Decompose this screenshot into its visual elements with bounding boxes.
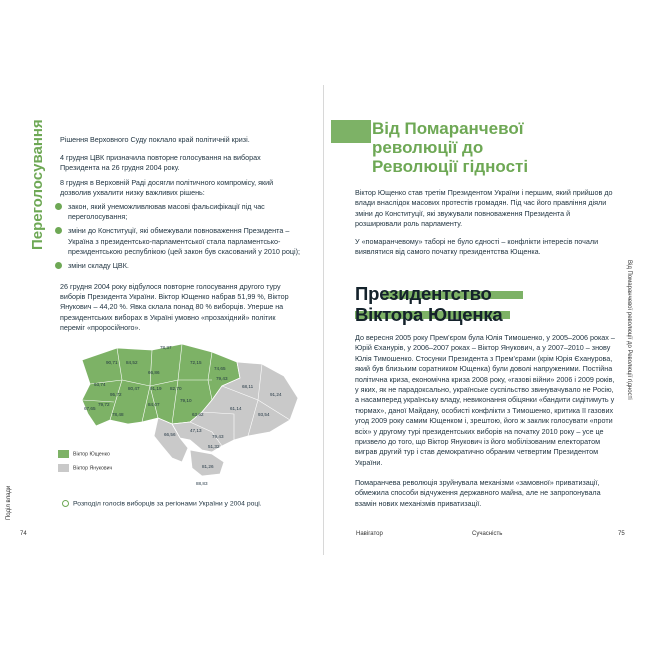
grey-swatch-icon [58,464,69,472]
map-label: 81,26 [202,464,214,469]
map-label: 84,07 [148,402,160,407]
bullet-dot-icon [55,227,62,234]
legend-item-yanukovych: Віктор Янукович [58,464,138,472]
legend-item-yushchenko: Віктор Ющенко [58,450,138,458]
map-label: 82,70 [170,386,182,391]
left-paragraph-4: 26 грудня 2004 року відбулося повторне голосування другого туру виборів Президента України. Віктор Ющенко набрав 51,99 %, Віктор Янукович – 44,20 %. Явка склала понад 80 % виборців. Уперше на президентських виборах в Україні умовно «прозахідний» політик переміг «проросійного». [60,282,289,332]
map-label: 66,56 [164,432,176,437]
map-label: 51,32 [208,444,220,449]
map-legend [58,450,138,472]
right-body-2: Помаранчева революція зруйнувала механізми «замовної» приватизації, обмежила способи відчуження державного майна, але не запропонувала взамін нових механізмів приватизації. [355,478,601,508]
section-heading: Президентство Віктора Ющенка [355,283,503,325]
map-label: 79,10 [180,398,192,403]
map-label: 79,43 [212,434,224,439]
right-intro-1: Віктор Ющенко став третім Президентом України і першим, який прийшов до влади внаслідок масових протестів громадян. Під час його правління діяли зміни до Конституції, які звужували повноваження Президента й розширювали роль парламенту. [355,188,613,229]
map-label: 88,83 [196,481,208,486]
left-page-number: 74 [20,531,27,537]
map-region-grey [190,450,224,476]
page-title: Від Помаранчевої революції до Революції гідності [372,119,529,176]
green-swatch-icon [58,450,69,458]
map-label: 93,54 [258,412,270,417]
caption-marker-icon [62,500,69,507]
map-label: 84,52 [126,360,138,365]
map-label: 80,47 [128,386,140,391]
title-accent-bar [331,120,371,143]
map-label: 91,19 [150,386,162,391]
vertical-heading: Переголосування [29,119,46,250]
map-label: 63,62 [192,412,204,417]
footer-left-label: Навігатор [356,531,383,537]
map-label: 68,11 [242,384,254,389]
section-heading-block [355,283,530,325]
right-side-label: Від Помаранчевої революції до Революції гідності [626,260,632,400]
bullet-list [54,202,300,275]
map-label: 78,37 [160,345,172,350]
bullet-dot-icon [55,262,62,269]
map-label: 72,15 [190,360,202,365]
map-label: 79,72 [98,402,110,407]
left-paragraph-3: 8 грудня в Верховній Раді досягли політичного компромісу, який дозволив ухвалити низку важливих рішень: [60,178,274,198]
map-label: 66,86 [148,370,160,375]
right-page-number: 75 [618,531,625,537]
map-label: 67,65 [84,406,96,411]
map-label: 90,71 [106,360,118,365]
list-item: зміни складу ЦВК. [54,261,300,271]
map-label: 79,43 [216,376,228,381]
left-paragraph-1: Рішення Верховного Суду поклало край політичній кризі. [60,135,250,144]
map-label: 74,65 [214,366,226,371]
list-item: закон, який унеможливлював масові фальсифікації під час переголосування; [54,202,300,222]
map-label: 91,24 [270,392,282,397]
map-label: 95,72 [110,392,122,397]
map-label: 47,13 [190,428,202,433]
list-item: зміни до Конституції, які обмежували повноваження Президента – Україна з президентсько-парламентської стала парламентсько-президентською республікою (цей закон був скасований у 2010 році); [54,226,300,257]
bullet-dot-icon [55,203,62,210]
map-label: 78,48 [112,412,124,417]
right-body-1: До вересня 2005 року Прем’єром була Юлія Тимошенко, у 2005–2006 роках – Юрій Єханурів, у 2006–2007 роках – Віктор Янукович, а у 2007–2010 – знову Юлія Тимошенко. Стосунки Президента з Прем’єрами (крім Юрія Єханурова, який був близьким соратником Ющенка) були доволі напруженими. Постійна політична криза, економічна криза 2008 року, «газові війни» 2006 і 2009 років, у яких, як не парадоксально, українське суспільство звинувачувало не Росію, а насамперед українську владу, невиконання обіцянки «бандити сидітимуть у тюрмах», даної Майдану, особисті конфлікти з Тимошенко, критика її газових угод 2009 року самим Ющенком і, зрештою, його ж заклик голосувати «проти всіх» у другому турі президентських виборів на початку 2010 року – усе це призвело до того, що Віктор Янукович із його мобілізованим електоратом виграв другий тур і став демократично обраним четвертим Президентом України. [355,333,615,467]
left-side-label: Поділ влади [6,485,12,520]
map-label: 93,74 [94,382,106,387]
left-paragraph-2: 4 грудня ЦВК призначила повторне голосування на виборах Президента на 26 грудня 2004 року. [60,153,261,173]
map-label: 61,14 [230,406,242,411]
footer-mid-label: Сучасність [472,531,503,537]
map-caption: Розподіл голосів виборців за регіонами України у 2004 році. [62,500,302,507]
right-intro-2: У «помаранчевому» таборі не було єдності – конфлікти інтересів почали виявлятися від самого початку президентства Ющенка. [355,237,599,257]
